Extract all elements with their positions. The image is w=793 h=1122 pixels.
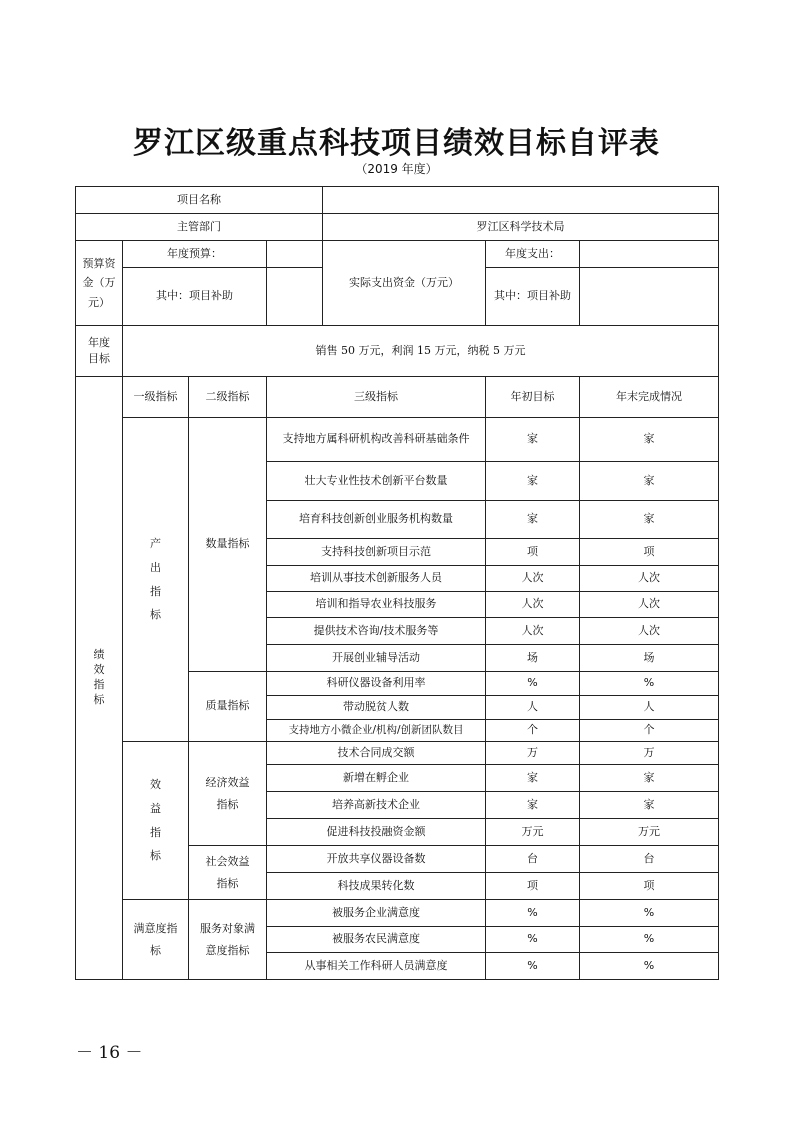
- annual-budget-value[interactable]: [267, 241, 323, 268]
- indicator-name: 支持科技创新项目示范: [267, 539, 486, 566]
- effect-indicator-label: 效益指标: [150, 778, 161, 863]
- indicator-target[interactable]: 人: [486, 696, 580, 720]
- indicator-target[interactable]: 家: [486, 765, 580, 792]
- indicator-target[interactable]: 万元: [486, 819, 580, 846]
- indicator-done[interactable]: 台: [580, 846, 719, 873]
- indicator-target[interactable]: 人次: [486, 592, 580, 618]
- social-indicator-label: 社会效益指标: [205, 854, 250, 890]
- effect-indicator-cell: [123, 742, 189, 900]
- indicator-name: 壮大专业性技术创新平台数量: [267, 462, 486, 501]
- indicator-name: 科技成果转化数: [267, 873, 486, 900]
- indicator-done[interactable]: %: [580, 927, 719, 953]
- indicator-name: 支持地方属科研机构改善科研基础条件: [267, 418, 486, 462]
- indicators-section-text: 绩效指标: [93, 647, 105, 706]
- service-indicator-cell: [189, 900, 267, 980]
- indicator-name: 培训从事技术创新服务人员: [267, 566, 486, 592]
- indicator-name: 从事相关工作科研人员满意度: [267, 953, 486, 980]
- indicator-target[interactable]: %: [486, 927, 580, 953]
- budget-section-label: [76, 241, 123, 326]
- col-target-header: 年初目标: [486, 377, 580, 418]
- indicator-name: 支持地方小微企业/机构/创新团队数目: [267, 720, 486, 742]
- col-level1-header: 一级指标: [123, 377, 189, 418]
- indicator-target[interactable]: 家: [486, 501, 580, 539]
- indicator-target[interactable]: 项: [486, 539, 580, 566]
- indicator-target[interactable]: %: [486, 672, 580, 696]
- economic-indicator-cell: [189, 742, 267, 846]
- indicator-done[interactable]: 万元: [580, 819, 719, 846]
- indicator-done[interactable]: 万: [580, 742, 719, 765]
- indicator-done[interactable]: 家: [580, 418, 719, 462]
- indicator-done[interactable]: 家: [580, 765, 719, 792]
- indicator-name: 促进科技投融资金额: [267, 819, 486, 846]
- indicator-name: 开放共享仪器设备数: [267, 846, 486, 873]
- indicator-done[interactable]: 人次: [580, 566, 719, 592]
- dept-label: 主管部门: [76, 214, 323, 241]
- indicator-target[interactable]: 家: [486, 418, 580, 462]
- subsidy-value[interactable]: [267, 268, 323, 326]
- indicator-done[interactable]: 家: [580, 501, 719, 539]
- indicator-name: 提供技术咨询/技术服务等: [267, 618, 486, 645]
- indicator-name: 培养高新技术企业: [267, 792, 486, 819]
- annual-goal-label: [76, 326, 123, 377]
- project-name-value[interactable]: [323, 187, 719, 214]
- indicator-name: 培育科技创新创业服务机构数量: [267, 501, 486, 539]
- actual-subsidy-label: 其中：项目补助: [486, 268, 580, 326]
- satisfaction-indicator-cell: [123, 900, 189, 980]
- indicator-done[interactable]: 项: [580, 539, 719, 566]
- annual-goal-text[interactable]: 销售 50 万元，利润 15 万元，纳税 5 万元: [123, 326, 719, 377]
- indicator-target[interactable]: %: [486, 953, 580, 980]
- actual-subsidy-value[interactable]: [580, 268, 719, 326]
- project-name-label: 项目名称: [76, 187, 323, 214]
- quantity-indicator-label: 数量指标: [189, 418, 267, 672]
- economic-indicator-label: 经济效益指标: [205, 775, 250, 811]
- indicator-name: 新增在孵企业: [267, 765, 486, 792]
- output-indicator-cell: [123, 418, 189, 742]
- budget-section-text: 预算资金（万元）: [82, 257, 116, 309]
- output-indicator-label: 产出指标: [150, 537, 161, 622]
- indicator-name: 被服务企业满意度: [267, 900, 486, 927]
- indicator-done[interactable]: 项: [580, 873, 719, 900]
- indicator-name: 开展创业辅导活动: [267, 645, 486, 672]
- indicator-target[interactable]: 人次: [486, 618, 580, 645]
- page-title: 罗江区级重点科技项目绩效目标自评表: [133, 126, 660, 161]
- indicator-name: 科研仪器设备利用率: [267, 672, 486, 696]
- col-level3-header: 三级指标: [267, 377, 486, 418]
- indicator-target[interactable]: 人次: [486, 566, 580, 592]
- page-number: － 16 －: [76, 1043, 143, 1063]
- indicator-target[interactable]: 个: [486, 720, 580, 742]
- service-indicator-label: 服务对象满意度指标: [200, 921, 255, 957]
- indicator-done[interactable]: 家: [580, 792, 719, 819]
- indicator-name: 技术合同成交额: [267, 742, 486, 765]
- annual-expense-value[interactable]: [580, 241, 719, 268]
- indicator-done[interactable]: 人次: [580, 592, 719, 618]
- annual-budget-label: 年度预算：: [123, 241, 267, 268]
- subsidy-label: 其中：项目补助: [123, 268, 267, 326]
- indicator-target[interactable]: 家: [486, 792, 580, 819]
- indicator-name: 培训和指导农业科技服务: [267, 592, 486, 618]
- indicator-done[interactable]: %: [580, 900, 719, 927]
- performance-table: [75, 186, 719, 980]
- indicator-target[interactable]: %: [486, 900, 580, 927]
- col-done-header: 年末完成情况: [580, 377, 719, 418]
- dept-value[interactable]: 罗江区科学技术局: [323, 214, 719, 241]
- indicator-target[interactable]: 万: [486, 742, 580, 765]
- indicator-target[interactable]: 项: [486, 873, 580, 900]
- indicator-done[interactable]: 人次: [580, 618, 719, 645]
- indicator-name: 带动脱贫人数: [267, 696, 486, 720]
- indicator-done[interactable]: 场: [580, 645, 719, 672]
- indicator-target[interactable]: 台: [486, 846, 580, 873]
- indicator-target[interactable]: 家: [486, 462, 580, 501]
- annual-goal-label-text: 年度目标: [88, 335, 110, 365]
- indicator-done[interactable]: %: [580, 672, 719, 696]
- indicator-target[interactable]: 场: [486, 645, 580, 672]
- indicators-section-label: [76, 377, 123, 980]
- satisfaction-indicator-label: 满意度指标: [133, 921, 178, 957]
- indicator-done[interactable]: 家: [580, 462, 719, 501]
- col-level2-header: 二级指标: [189, 377, 267, 418]
- indicator-name: 被服务农民满意度: [267, 927, 486, 953]
- annual-expense-label: 年度支出：: [486, 241, 580, 268]
- page-subtitle: （2019 年度）: [355, 162, 438, 176]
- actual-expense-label: 实际支出资金（万元）: [323, 241, 486, 326]
- indicator-done[interactable]: 人: [580, 696, 719, 720]
- social-indicator-cell: [189, 846, 267, 900]
- indicator-done[interactable]: %: [580, 953, 719, 980]
- indicator-done[interactable]: 个: [580, 720, 719, 742]
- quality-indicator-label: 质量指标: [189, 672, 267, 742]
